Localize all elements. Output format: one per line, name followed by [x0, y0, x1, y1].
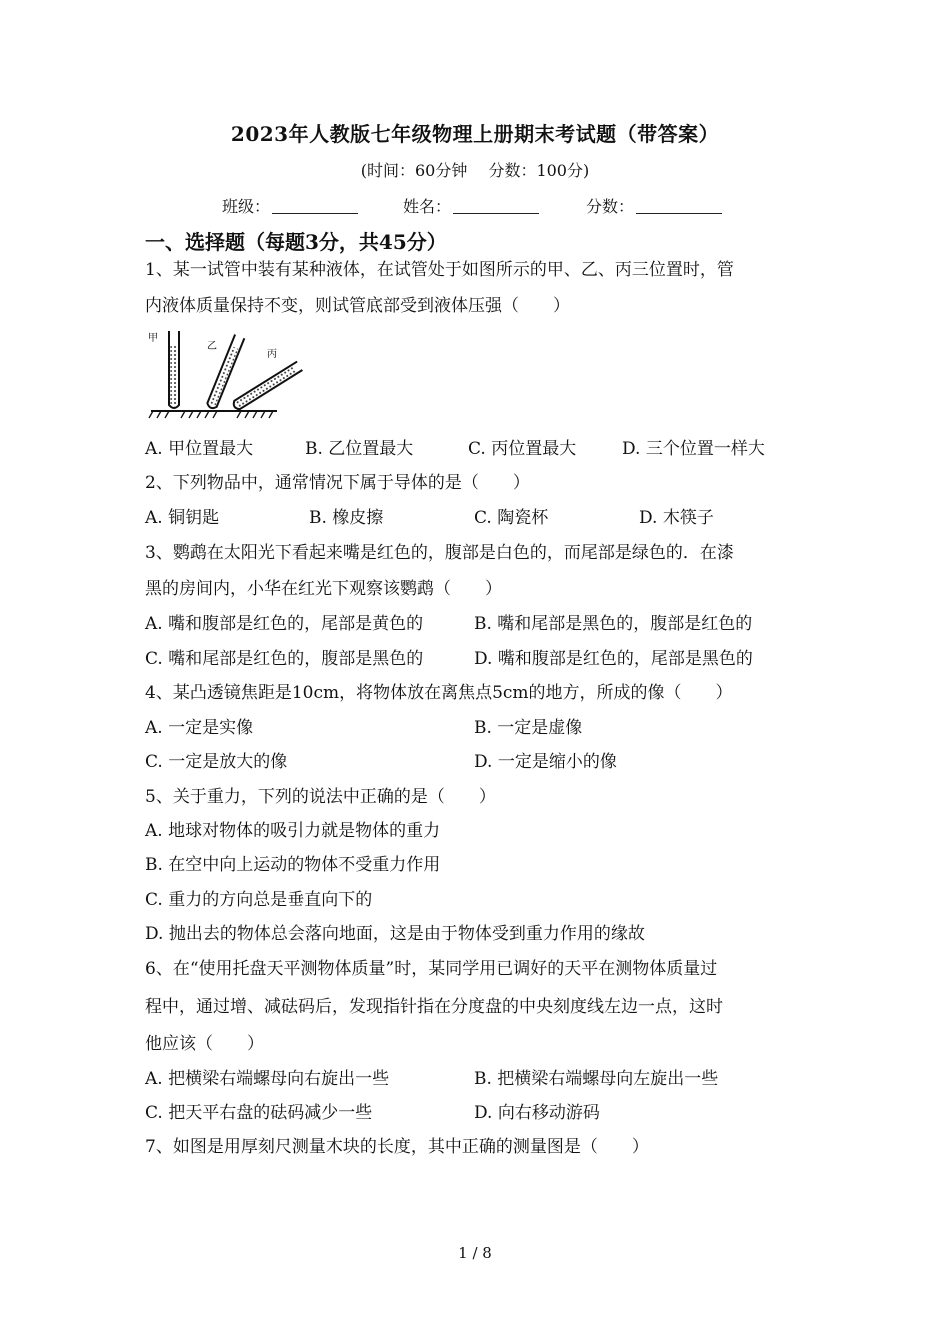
option: C. 把天平右盘的砝码减少一些 [145, 1103, 373, 1123]
question-stem-line: 3、鹦鹉在太阳光下看起来嘴是红色的，腹部是白色的，而尾部是绿色的．在漆 [145, 543, 734, 563]
question-stem-line: 7、如图是用厚刻尺测量木块的长度，其中正确的测量图是（ ） [145, 1137, 649, 1157]
option: B. 橡皮擦 [309, 508, 384, 528]
class-blank [272, 199, 358, 214]
option: A. 甲位置最大 [145, 439, 254, 459]
page-number: 1 / 8 [458, 1244, 492, 1262]
question-stem-line: 6、在“使用托盘天平测物体质量”时，某同学用已调好的天平在测物体质量过 [145, 959, 718, 979]
option: D. 三个位置一样大 [622, 439, 765, 459]
question-stem-line: 5、关于重力，下列的说法中正确的是（ ） [145, 787, 496, 807]
score-blank [636, 199, 722, 214]
class-label: 班级： [222, 197, 271, 216]
option: A. 一定是实像 [145, 718, 254, 738]
option: C. 重力的方向总是垂直向下的 [145, 890, 373, 910]
tube-jia [169, 331, 179, 408]
test-tube-figure [145, 325, 310, 420]
option: A. 嘴和腹部是红色的，尾部是黄色的 [145, 614, 424, 634]
question-stem-line: 黑的房间内，小华在红光下观察该鹦鹉（ ） [145, 579, 502, 599]
name-label: 姓名： [403, 197, 452, 216]
score-label: 分数： [586, 197, 635, 216]
option: A. 铜钥匙 [145, 508, 220, 528]
name-blank [453, 199, 539, 214]
question-stem-line: 他应该（ ） [145, 1034, 264, 1054]
label-yi: 乙 [207, 341, 217, 352]
option: B. 一定是虚像 [474, 718, 583, 738]
option: C. 一定是放大的像 [145, 752, 288, 772]
option: C. 丙位置最大 [468, 439, 577, 459]
question-stem-line: 1、某一试管中装有某种液体，在试管处于如图所示的甲、乙、丙三位置时，管 [145, 260, 734, 280]
option: C. 嘴和尾部是红色的，腹部是黑色的 [145, 649, 424, 669]
name-field [403, 194, 539, 217]
option: C. 陶瓷杯 [474, 508, 549, 528]
option: A. 把横梁右端螺母向右旋出一些 [145, 1069, 390, 1089]
question-stem-line: 4、某凸透镜焦距是10cm，将物体放在离焦点5cm的地方，所成的像（ ） [145, 683, 733, 703]
option: B. 在空中向上运动的物体不受重力作用 [145, 855, 441, 875]
option: B. 乙位置最大 [305, 439, 414, 459]
class-field [222, 194, 358, 217]
question-stem-line: 2、下列物品中，通常情况下属于导体的是（ ） [145, 473, 530, 493]
option: D. 抛出去的物体总会落向地面，这是由于物体受到重力作用的缘故 [145, 924, 645, 944]
time-score-note: (时间：60分钟 分数：100分) [360, 161, 590, 180]
page-title: 2023年人教版七年级物理上册期末考试题（带答案） [230, 122, 720, 146]
label-jia: 甲 [148, 333, 158, 344]
question-stem-line: 程中，通过增、减砝码后，发现指针指在分度盘的中央刻度线左边一点，这时 [145, 997, 723, 1017]
option: B. 把横梁右端螺母向左旋出一些 [474, 1069, 719, 1089]
label-bing: 丙 [267, 349, 277, 360]
ground-hatch [149, 411, 273, 418]
section-heading: 一、选择题（每题3分，共45分） [145, 230, 447, 254]
tube-bing [232, 362, 303, 411]
option: D. 木筷子 [639, 508, 714, 528]
option: D. 向右移动游码 [474, 1103, 600, 1123]
option: B. 嘴和尾部是黑色的，腹部是红色的 [474, 614, 753, 634]
option: A. 地球对物体的吸引力就是物体的重力 [145, 821, 441, 841]
question-stem-line: 内液体质量保持不变，则试管底部受到液体压强（ ） [145, 296, 570, 316]
option: D. 一定是缩小的像 [474, 752, 617, 772]
option: D. 嘴和腹部是红色的，尾部是黑色的 [474, 649, 753, 669]
score-field [586, 194, 722, 217]
